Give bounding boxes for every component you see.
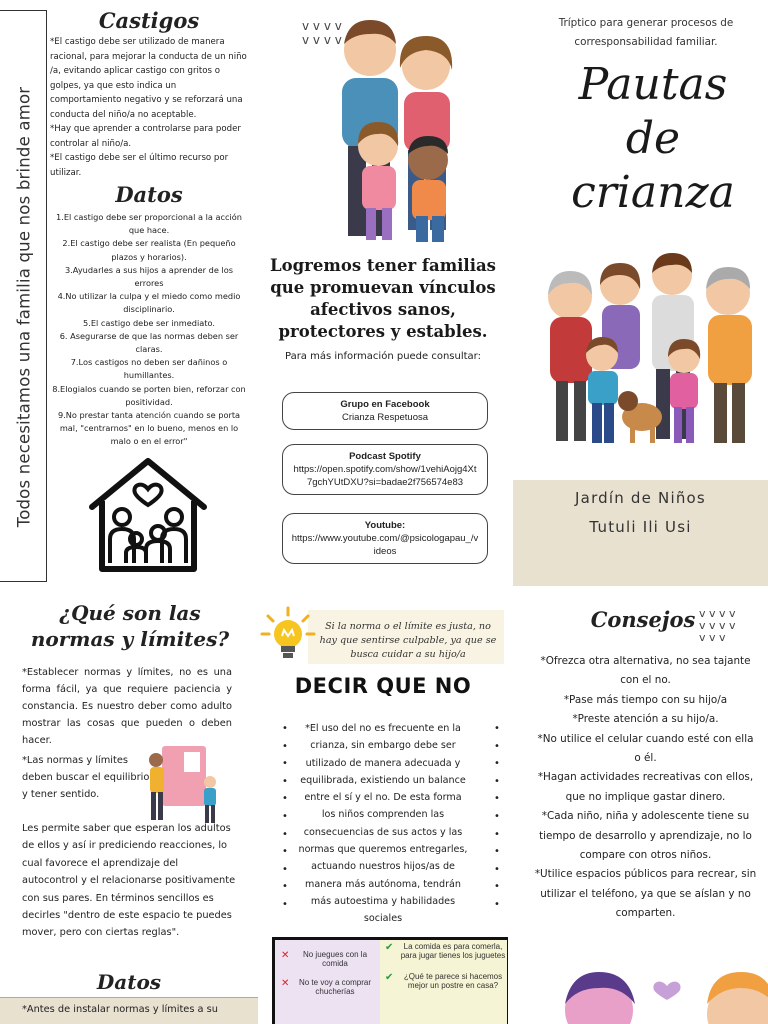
spotify-link-title: Podcast Spotify (349, 451, 421, 462)
cover-panel (513, 0, 768, 590)
youtube-link-title: Youtube: (364, 520, 406, 531)
consejo-item: *No utilice el celular cuando esté con ella o él. (537, 732, 754, 765)
spotify-link-box[interactable] (282, 444, 488, 495)
consejos-heading: Consejos (590, 607, 696, 632)
datos-item: 3.Ayudarles a sus hijos a aprender de los errores (64, 264, 234, 289)
middle-panel (258, 0, 508, 590)
youtube-link-box[interactable] (282, 513, 488, 564)
datos-item: 5.El castigo debe ser inmediato. (83, 317, 215, 328)
datos-item: 8.Elogialos cuando se porten bien, reforzar con positividad. (52, 383, 246, 407)
more-info-label: Para más información puede consultar: (284, 351, 481, 362)
svg-text:v v v v: v v v v (302, 33, 342, 47)
normas-paragraph-2: *Las normas y límites deben buscar el equilibrio y tener sentido. (22, 755, 150, 800)
datos-item: 4.No utilizar la culpa y el miedo como medio disciplinario. (57, 291, 241, 315)
side-vertical-text: Todos necesitamos una familia que nos brinde amor (14, 86, 34, 528)
check-icon: ✔ (385, 972, 394, 983)
cover-title: Pautas de crianza (571, 59, 735, 218)
datos-item: 2.El castigo debe ser realista (En pequeño plazos y horarios). (62, 238, 236, 262)
castigos-paragraph: *El castigo debe ser utilizado de manera racional, para mejorar la conducta de un niño /a, evitando aplicar castigo con gritos o golpes, ya que esto indica un comportamiento negativo y se reforzará una conducta del niño/a no aceptable. (50, 37, 247, 120)
tip-text: Si la norma o el límite es justa, no hay que sentirse culpable, ya que se busca cuidar a su hijo/a (319, 621, 497, 660)
right-bullet-column: • • • • • • • • • • • (494, 723, 500, 910)
facebook-link-title: Grupo en Facebook (340, 399, 430, 410)
x-icon: ✕ (281, 978, 290, 989)
castigos-list (50, 35, 248, 180)
normas-heading: ¿Qué son las normas y límites? (30, 601, 230, 651)
normas-panel (0, 592, 258, 1024)
family-house-icon (86, 455, 210, 575)
side-text-box (0, 10, 47, 582)
decorative-marks-icon: v v v v v v v v v v v (699, 607, 736, 644)
no-item: No te voy a comprar chucherías (298, 978, 372, 996)
datos-item: 1.El castigo debe ser proporcional a la acción que hace. (56, 212, 242, 236)
decir-no-heading: DECIR QUE NO (294, 674, 472, 698)
normas-paragraph-3: Les permite saber que esperan los adultos de ellos y así ir prediciendo reacciones, lo cual favorece el aprendizaje del autocontrol y el relacionarse positivamente con sus pares. En términos sencillos es decirles "dentro de este espacio te puedes mover, pero con ciertas reglas". (22, 823, 236, 939)
check-icon: ✔ (385, 942, 394, 953)
facebook-link-text: Crianza Respetuosa (341, 412, 429, 423)
lightbulb-icon (260, 606, 316, 666)
consejo-item: *Utilice espacios públicos para recrear, sin utilizar el teléfono, ya que se aíslan y no comparten. (534, 868, 757, 920)
consejo-item: *Pase más tiempo con su hijo/a (563, 693, 728, 706)
datos-item: 6. Asegurarse de que las normas deben ser claras. (59, 330, 239, 355)
castigos-paragraph: *El castigo debe ser el último recurso por utilizar. (50, 153, 229, 178)
spotify-link-text: https://open.spotify.com/show/1vehiAojg4Xt7gchYUtDXU?si=badae2f756574e83 (293, 464, 477, 488)
decir-no-body: *El uso del no es frecuente en la crianza, sin embargo debe ser utilizado de manera adecuada y equilibrada, existiendo un balance entre el sí y el no. De esta forma los niños comprenden las consecuencias de sus actos y las normas que queremos entregarles, actuando nuestros hijos/as de manera más autónoma, tendrán más autoestima y habilidades sociales (298, 723, 468, 925)
svg-text:v v v v: v v v v (302, 19, 342, 33)
yes-item: ¿Qué te parece si hacemos mejor un postre en casa? (403, 972, 503, 990)
school-name-line1: Jardín de Niños (575, 489, 706, 507)
youtube-link-text: https://www.youtube.com/@psicologapau_/videos (291, 533, 479, 557)
middle-headline: Logremos tener familias que promuevan vínculos afectivos sanos, protectores y estables. (270, 256, 496, 341)
consejo-item: *Ofrezca otra alternativa, no sea tajante con el no. (540, 655, 751, 687)
datos-item: 7.Los castigos no deben ser dañinos o humillantes. (70, 357, 228, 381)
kids-illustration (541, 964, 768, 1024)
castigos-heading: Castigos (98, 8, 200, 33)
parent-teaching-illustration (144, 742, 224, 826)
facebook-link-box[interactable] (282, 392, 488, 430)
consejo-item: *Cada niño, niña y adolescente tiene su tiempo de desarrollo y aprendizaje, no lo compare con otros niños. (539, 810, 752, 862)
castigos-paragraph: *Hay que aprender a controlarse para poder controlar al niño/a. (50, 124, 241, 149)
left-bullet-column: • • • • • • • • • • • (282, 723, 288, 910)
no-item: No juegues con la comida (302, 950, 368, 968)
consejos-list (533, 652, 758, 924)
consejo-item: *Preste atención a su hijo/a. (572, 713, 719, 726)
datos2-heading: Datos (96, 970, 162, 994)
x-icon: ✕ (281, 950, 290, 961)
datos2-text: *Antes de instalar normas y límites a su (22, 1004, 218, 1015)
school-name-box (513, 480, 768, 586)
no-yes-table (272, 937, 508, 1024)
yes-item: La comida es para comerla, para jugar tienes los juguetes (400, 942, 506, 960)
datos-item: 9.No prestar tanta atención cuando se porta mal, "centrarnos" en lo bueno, menos en lo malo o en el error" (57, 410, 241, 447)
family-illustration (278, 8, 498, 253)
family-group-illustration (538, 245, 768, 470)
datos-heading: Datos (115, 182, 183, 207)
school-name-line2: Tutuli Ili Usi (589, 518, 692, 536)
consejos-panel (513, 592, 768, 1024)
datos-list (50, 211, 248, 449)
cover-subtitle: Tríptico para generar procesos de corresponsabilidad familiar. (558, 17, 734, 48)
castigos-panel (50, 0, 248, 590)
normas-paragraph-1: *Establecer normas y límites, no es una forma fácil, ya que requiere paciencia y constancia. Es nuestro deber como adulto mostrar las cosas que pueden o deben hacer. (22, 667, 232, 746)
decir-no-panel (258, 592, 508, 1024)
consejo-item: *Hagan actividades recreativas con ellos, que no implique gastar dinero. (537, 771, 754, 803)
